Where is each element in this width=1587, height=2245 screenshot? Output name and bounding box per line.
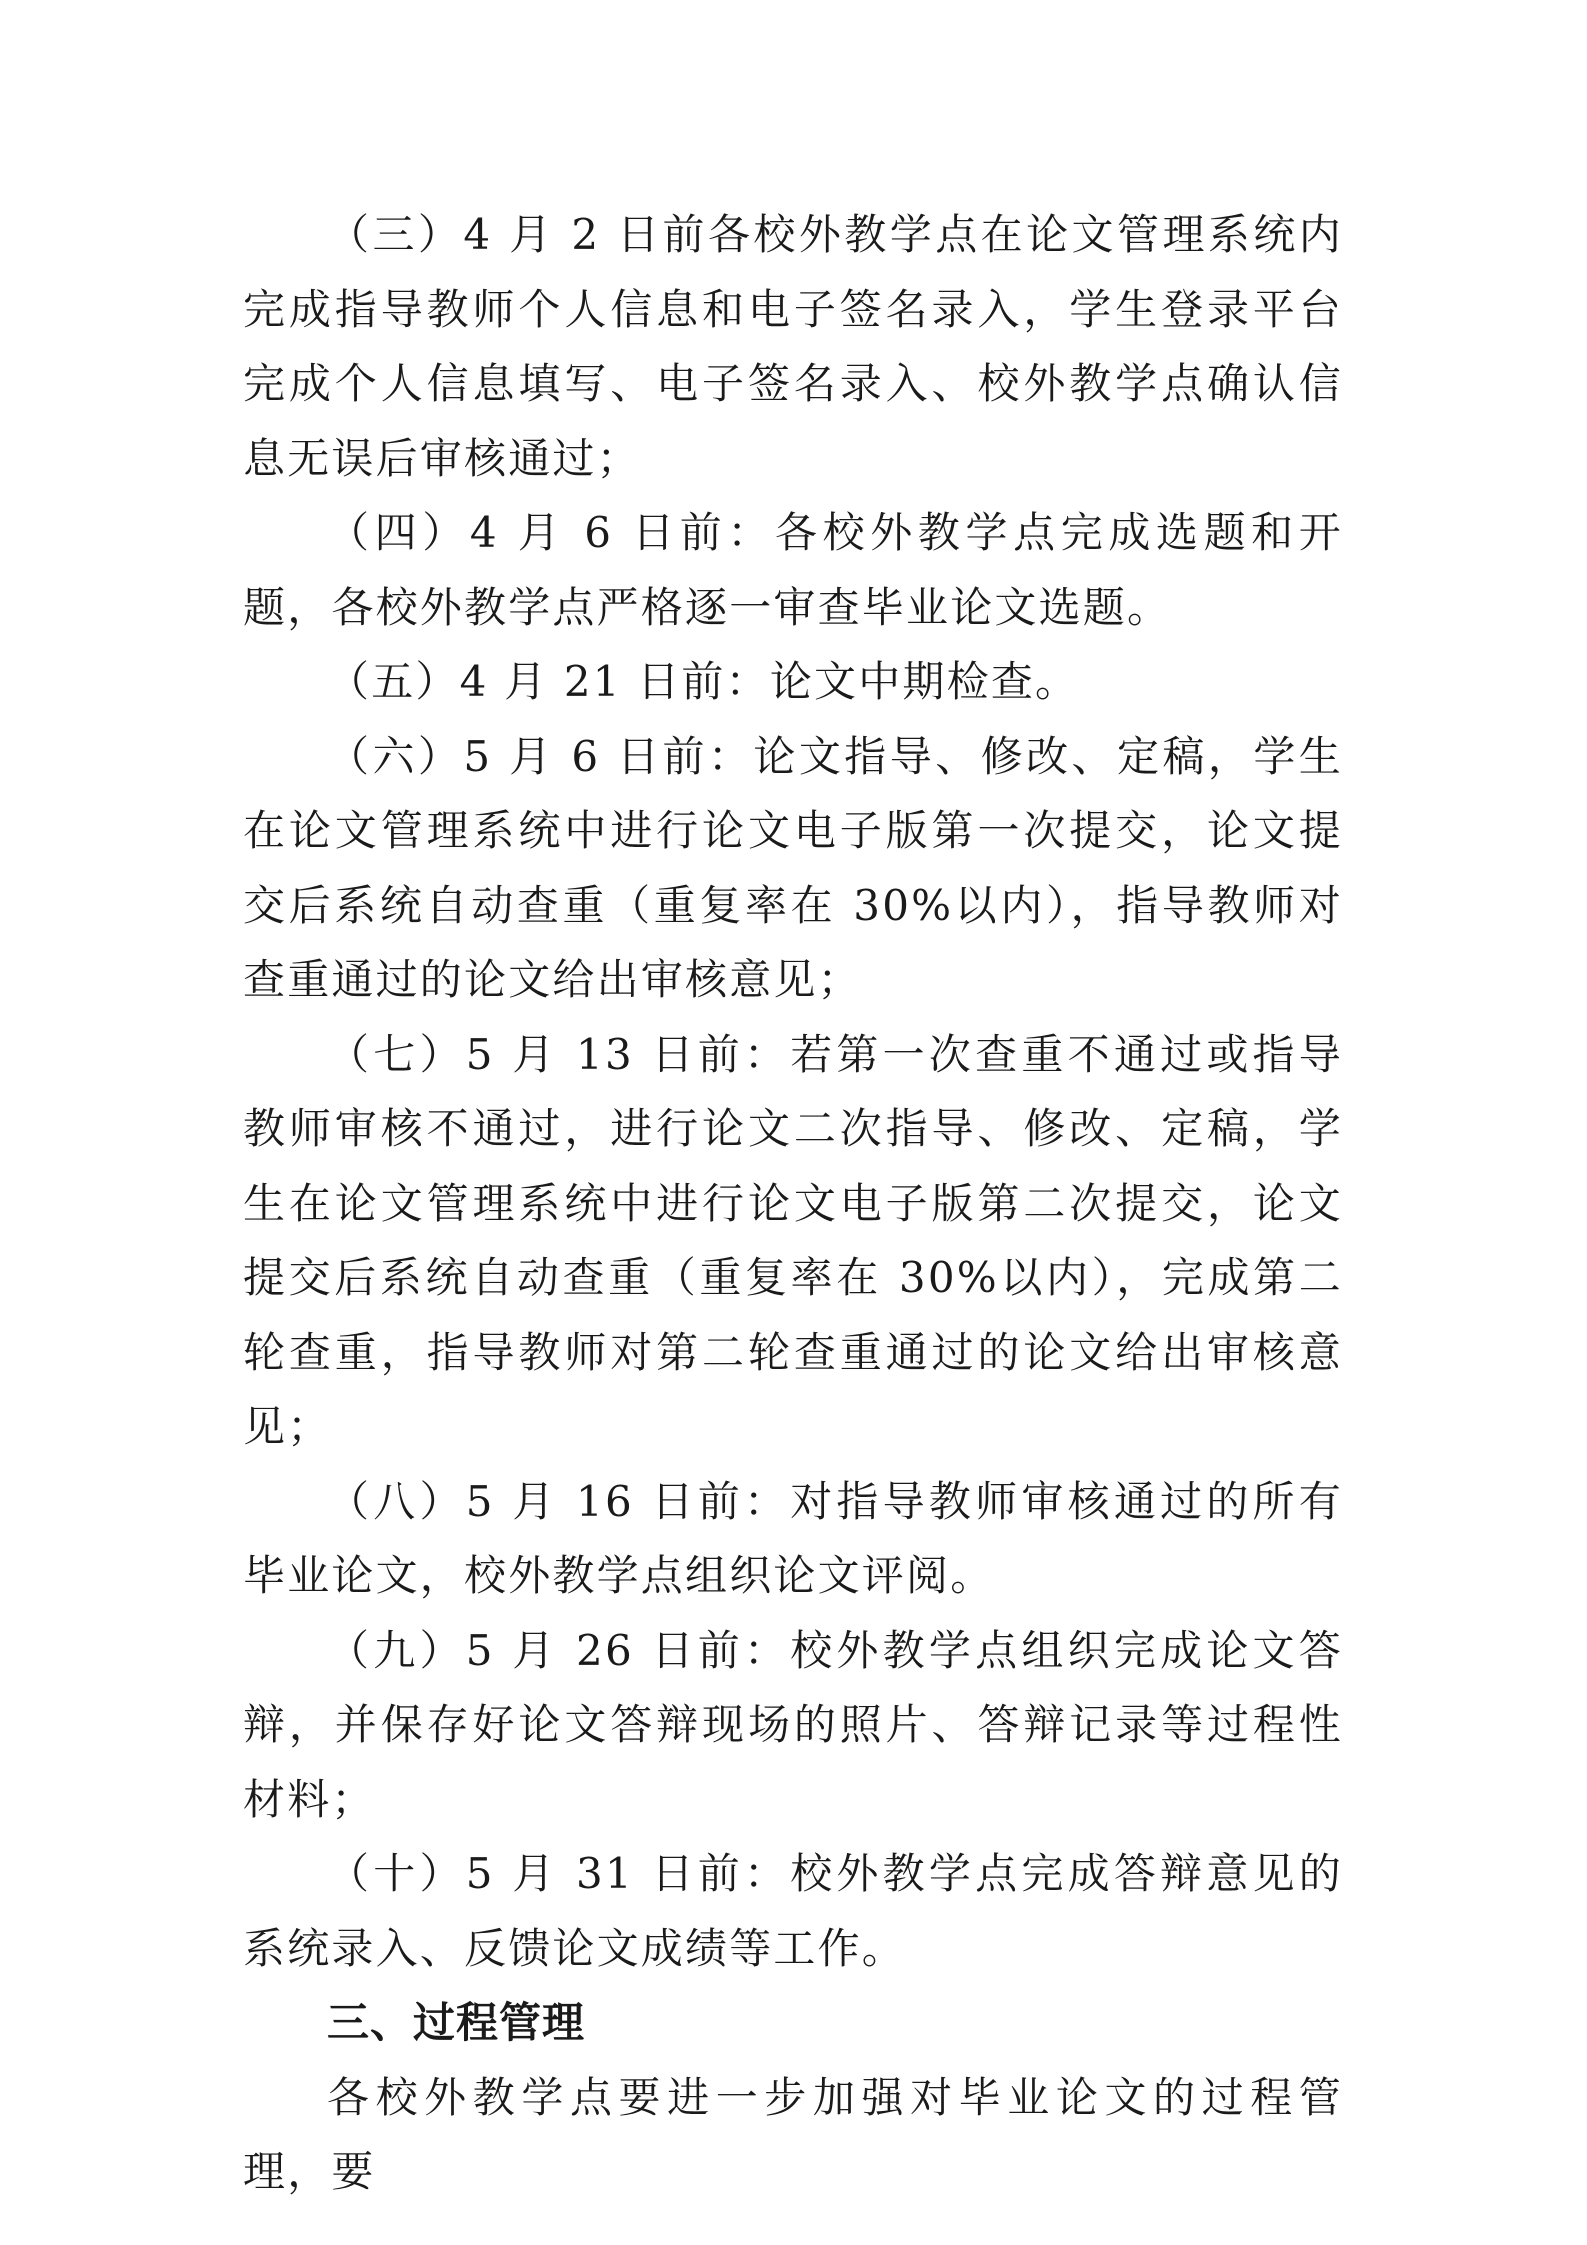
paragraph-item-3: （三）4 月 2 日前各校外教学点在论文管理系统内完成指导教师个人信息和电子签名录入，学生登录平台完成个人信息填写、电子签名录入、校外教学点确认信息无误后审核通过； [243, 210, 1343, 483]
document-body [243, 198, 1343, 2210]
paragraph-item-6: （六）5 月 6 日前：论文指导、修改、定稿，学生在论文管理系统中进行论文电子版第一次提交，论文提交后系统自动查重（重复率在 30%以内），指导教师对查重通过的论文给出审核意见； [243, 731, 1343, 1004]
paragraph-item-10: （十）5 月 31 日前：校外教学点完成答辩意见的系统录入、反馈论文成绩等工作。 [243, 1849, 1343, 1973]
paragraph-item-8: （八）5 月 16 日前：对指导教师审核通过的所有毕业论文，校外教学点组织论文评阅。 [243, 1476, 1343, 1600]
final-paragraph: 各校外教学点要进一步加强对毕业论文的过程管理，要 [243, 2072, 1343, 2196]
section-heading: 三、过程管理 [327, 1998, 586, 2047]
paragraph-item-5: （五）4 月 21 日前：论文中期检查。 [327, 657, 1080, 706]
paragraph-item-7: （七）5 月 13 日前：若第一次查重不通过或指导教师审核不通过，进行论文二次指导、修改、定稿，学生在论文管理系统中进行论文电子版第二次提交，论文提交后系统自动查重（重复率在 30%以内），完成第二轮查重，指导教师对第二轮查重通过的论文给出审核意见； [243, 1029, 1343, 1451]
paragraph-item-4: （四）4 月 6 日前：各校外教学点完成选题和开题，各校外教学点严格逐一审查毕业论文选题。 [243, 508, 1343, 632]
paragraph-item-9: （九）5 月 26 日前：校外教学点组织完成论文答辩，并保存好论文答辩现场的照片、答辩记录等过程性材料； [243, 1625, 1343, 1824]
